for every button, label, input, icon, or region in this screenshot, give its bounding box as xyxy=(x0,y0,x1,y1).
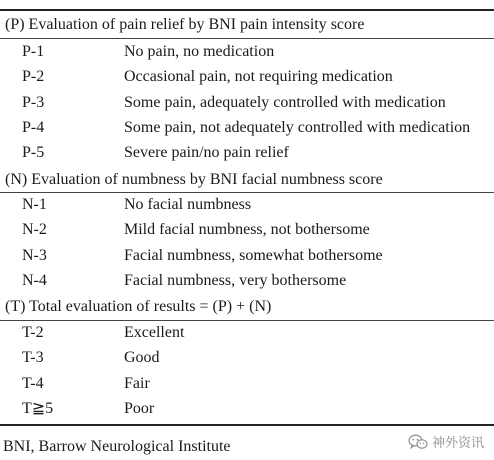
row-code: T-3 xyxy=(22,349,44,366)
row-code: P-1 xyxy=(22,43,45,60)
row-desc: Poor xyxy=(124,400,155,417)
watermark-text: 神外资讯 xyxy=(431,436,484,451)
row-code: P-2 xyxy=(22,68,45,85)
row-code: P-4 xyxy=(22,119,45,136)
table-footnote: BNI, Barrow Neurological Institute xyxy=(3,438,231,455)
row-code: T-4 xyxy=(22,375,44,392)
row-code: P-3 xyxy=(22,94,45,111)
row-desc: Severe pain/no pain relief xyxy=(124,144,289,161)
row-desc: Fair xyxy=(124,375,150,392)
section-rule xyxy=(0,192,494,193)
row-desc: Some pain, not adequately controlled with medication xyxy=(124,119,471,136)
section-heading-t: (T) Total evaluation of results = (P) + (N) xyxy=(5,298,272,315)
row-desc: Mild facial numbness, not bothersome xyxy=(124,221,370,238)
row-desc: Excellent xyxy=(124,324,185,341)
row-code: N-3 xyxy=(22,247,47,264)
row-desc: No pain, no medication xyxy=(124,43,275,60)
row-code: T≧5 xyxy=(22,400,54,417)
table-bottom-rule xyxy=(0,424,494,426)
row-desc: Some pain, adequately controlled with medication xyxy=(124,94,446,111)
row-desc: Facial numbness, very bothersome xyxy=(124,272,347,289)
row-code: N-4 xyxy=(22,272,47,289)
table-top-rule xyxy=(0,9,494,11)
section-rule xyxy=(0,320,494,321)
section-rule xyxy=(0,38,494,39)
row-desc: No facial numbness xyxy=(124,196,252,213)
section-heading-p: (P) Evaluation of pain relief by BNI pain intensity score xyxy=(5,16,365,33)
row-code: N-1 xyxy=(22,196,47,213)
section-heading-n: (N) Evaluation of numbness by BNI facial numbness score xyxy=(5,171,383,188)
row-code: T-2 xyxy=(22,324,44,341)
row-code: N-2 xyxy=(22,221,47,238)
row-desc: Facial numbness, somewhat bothersome xyxy=(124,247,383,264)
row-desc: Good xyxy=(124,349,160,366)
row-desc: Occasional pain, not requiring medication xyxy=(124,68,393,85)
wechat-icon xyxy=(408,434,428,450)
watermark xyxy=(408,432,484,451)
row-code: P-5 xyxy=(22,144,45,161)
